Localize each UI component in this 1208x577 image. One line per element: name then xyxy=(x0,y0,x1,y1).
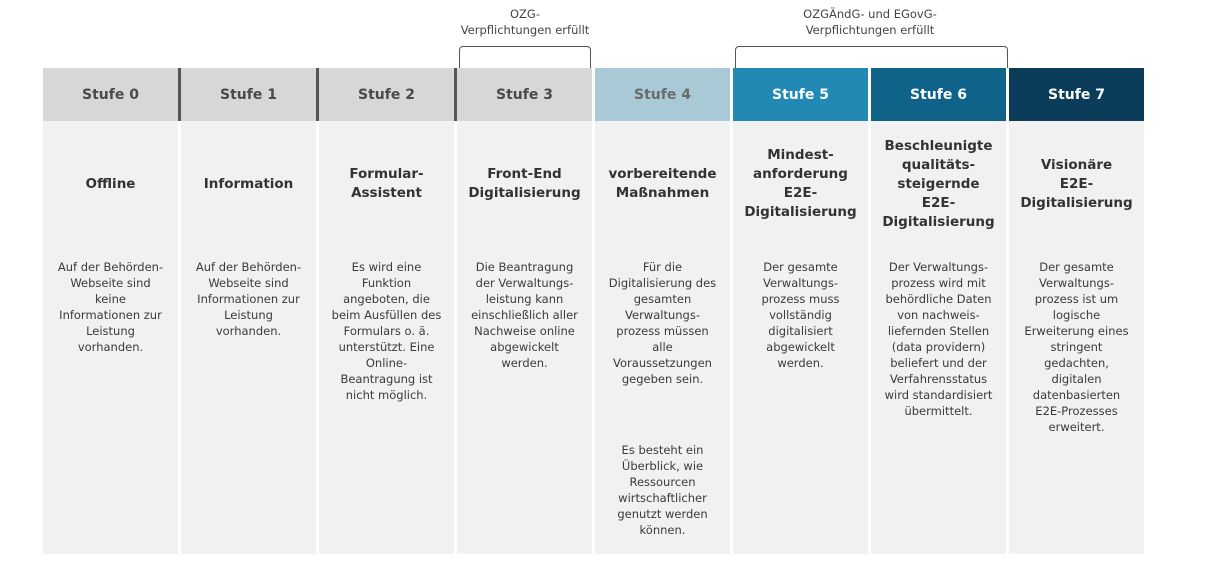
stage-header: Stufe 5 xyxy=(733,68,868,121)
stage-body xyxy=(871,121,1006,554)
stage-title: Front-End Digitalisierung xyxy=(468,166,581,201)
header-separator xyxy=(316,68,319,121)
stage-column-2 xyxy=(319,68,454,554)
stage-description: Es wird eine Funktion angeboten, die beim Ausfüllen des Formulars o. ä. unterstützt. Eine Online- Beantragung ist nicht möglich. xyxy=(331,260,442,402)
header-separator xyxy=(1006,68,1009,121)
stage-header: Stufe 3 xyxy=(457,68,592,121)
stage-title: Visionäre E2E- Digitalisierung xyxy=(1020,156,1133,211)
stage-header: Stufe 4 xyxy=(595,68,730,121)
stage-column-5 xyxy=(733,68,868,554)
bracket-label-ozgaendg: OZGÄndG- und EGovG- Verpflichtungen erfüllt xyxy=(803,7,937,37)
stage-body xyxy=(595,121,730,554)
stage-body xyxy=(181,121,316,554)
stage-body xyxy=(43,121,178,554)
stage-description: Die Beantragung der Verwaltungs- leistung kann einschließlich aller Nachweise online abgewickelt werden. xyxy=(471,260,578,370)
stage-column-1 xyxy=(181,68,316,554)
bracket-label-ozg: OZG- Verpflichtungen erfüllt xyxy=(460,7,590,37)
stage-column-6 xyxy=(871,68,1006,554)
stage-description: Der gesamte Verwaltungs- prozess ist um logische Erweiterung eines stringent gedachten, digitalen datenbasierten E2E-Prozesses erweitert. xyxy=(1024,260,1129,434)
stage-description: Auf der Behörden- Webseite sind Informationen zur Leistung vorhanden. xyxy=(195,260,302,338)
stage-title: Formular- Assistent xyxy=(349,166,424,201)
bracket-ozgaendg xyxy=(735,46,1008,68)
header-separator xyxy=(730,68,733,121)
stage-column-0 xyxy=(43,68,178,554)
stage-body xyxy=(733,121,868,554)
stage-description: Für die Digitalisierung des gesamten Verwaltungs- prozess müssen alle Voraussetzungen gegeben sein. xyxy=(608,260,717,386)
stage-column-3 xyxy=(457,68,592,554)
stage-description: Der Verwaltungs- prozess wird mit behördliche Daten von nachweis- liefernden Stellen (data providern) beliefert und der Verfahrensstatus wird standardisiert übermittelt. xyxy=(884,260,993,418)
bracket-ozg xyxy=(459,46,591,68)
stage-header: Stufe 7 xyxy=(1009,68,1144,121)
header-separator xyxy=(454,68,457,121)
stage-title: Offline xyxy=(85,175,136,192)
stage-header: Stufe 6 xyxy=(871,68,1006,121)
stage-header: Stufe 2 xyxy=(319,68,454,121)
stage-title: Information xyxy=(203,175,294,192)
stage-title: Mindest- anforderung E2E- Digitalisierung xyxy=(744,147,857,220)
header-separator xyxy=(592,68,595,121)
stage-description-secondary: Es besteht ein Überblick, wie Ressourcen wirtschaftlicher genutzt werden können. xyxy=(617,443,708,537)
stage-body xyxy=(1009,121,1144,554)
stage-column-7 xyxy=(1009,68,1144,554)
stage-title: Beschleunigte qualitäts- steigernde E2E- Digitalisierung xyxy=(882,137,995,230)
stage-header: Stufe 0 xyxy=(43,68,178,121)
stage-title: vorbereitende Maßnahmen xyxy=(608,166,717,201)
stage-description: Der gesamte Verwaltungs- prozess muss vollständig digitalisiert abgewickelt werden. xyxy=(761,260,840,370)
stage-description: Auf der Behörden- Webseite sind keine Informationen zur Leistung vorhanden. xyxy=(57,260,164,354)
header-separator xyxy=(178,68,181,121)
stage-body xyxy=(319,121,454,554)
header-separator xyxy=(868,68,871,121)
stage-header: Stufe 1 xyxy=(181,68,316,121)
stage-body xyxy=(457,121,592,554)
stage-column-4 xyxy=(595,68,730,554)
